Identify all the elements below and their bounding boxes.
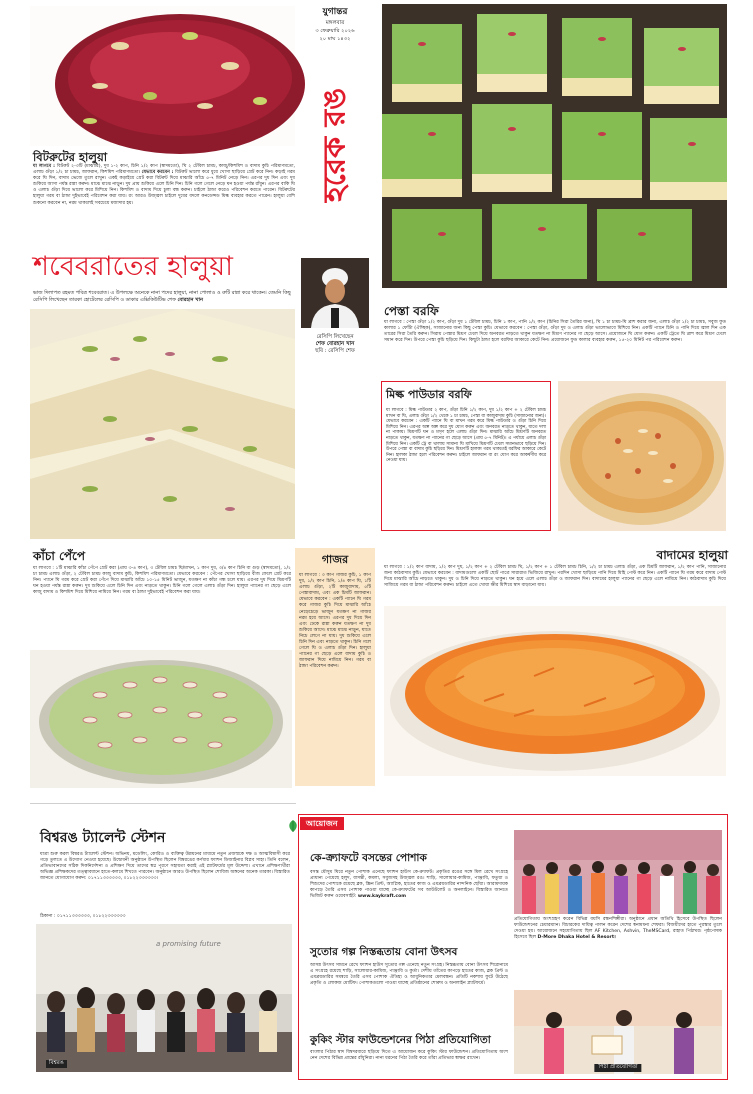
talent-banner-text: a promising future: [156, 940, 221, 948]
feature-intro: [33, 290, 295, 304]
ayojon-pitha-photo: [514, 990, 722, 1074]
beetroot-title: বিটরুটের হালুয়া: [33, 150, 108, 164]
beetroot-method-label: যেভাবে করবেন :: [141, 170, 174, 176]
ayojon-pitha-caption: পিঠা প্রতিযোগিতা: [594, 1064, 641, 1072]
talent-photo-caption: বিশ্বরঙ: [46, 1060, 67, 1068]
ayojon-story2-title: সুতোর গল্প নিস্তব্ধতায় বোনা উৎসব: [310, 946, 458, 958]
talent-title: বিশ্বরঙ ট্যালেন্ট স্টেশন: [40, 830, 166, 846]
section-title: হরেক রঙ: [317, 87, 353, 203]
ayojon-story1-body: [310, 870, 508, 942]
ayojon-group-photo: [514, 830, 722, 914]
almond-text: যা লাগবে : ১/২ কাপ বাদাম, ১/২ কাপ দুধ, ১/২ কাপ + ২ টেবিল চামচ ঘি, ১/২ কাপ + ১ টেবিল চামচ চিনি, ১/২ চা চামচ এলাচ গুঁড়া, এক চিমটি জাফরান, ১/২ কাপ পানি, সাজানোর জন্য কাঠবাদাম কুচি। যেভাবে করবেন : বাদামগুলো একটি ছোট পাত্রে সারারাত ভিজিয়ে রাখুন। পরদিন খোসা ছাড়িয়ে পানি দিয়ে মিহি পেস্ট করে নিন। একটি প্যানে ঘি গরম করে বাদাম পেস্ট দিয়ে মাঝারি আঁচে নাড়তে থাকুন। দুধ ও চিনি দিয়ে নাড়তে থাকুন। ঘন হয়ে এলে এলাচ গুঁড়া ও জাফরান দিন। বাদামের হালুয়া প্যানের গা ছেড়ে এলে নামিয়ে নিন। কাঠবাদাম কুচি দিয়ে সাজিয়ে গরম বা ঠান্ডা পরিবেশন করুন। চাইলে এতে খোয়া ক্ষীর মিশিয়ে স্বাদ বাড়ানো যায়।: [384, 565, 726, 589]
feature-title: শবেবরাতের হালুয়া: [33, 251, 233, 282]
ayojon-story2-text: আসন্ন উৎসব সামনে রেখে ফ্যাশন হাউস সুতোর গল্প এনেছে নতুন সংগ্রহ। নিস্তব্ধতায় বোনা উৎসব শিরোনামে এ সংগ্রহে রয়েছে শাড়ি, সালোয়ার-কামিজ, পাঞ্জাবি ও কুর্তা। দেশীয় তাঁতের কাপড়ে হাতের কাজ, ব্লক প্রিন্ট ও এমব্রয়ডারির সমন্বয়ে তৈরি এসব পোশাক ঐতিহ্য ও আধুনিকতার মেলবন্ধন। প্রতিটি নকশায় ফুটে উঠেছে প্রকৃতি ও লোকজ মোটিফ। পোশাকগুলো পাওয়া যাচ্ছে প্রতিষ্ঠানের শোরুম ও অনলাইন প্ল্যাটফর্মে।: [310, 963, 508, 987]
almond-title: বাদামের হালুয়া: [656, 548, 728, 562]
beetroot-text: [33, 164, 295, 232]
feature-intro-text: ভাজ দিলাপত রহমত পবিত্র শবেবরাত। এ উপলক্ষে অনেকে নানা পদের হালুয়া, নানা পোলাও ও রুটি রান্না করে থাকেন। তেমনি কিছু রেসিপি লিখেছেন তারকা হোটেলের রেসিপি ও ডাকার এক্সিকিউটিভ শেফ: [33, 290, 291, 303]
pesta-text: যা লাগবে : পেস্তা গুঁড়া ১/২ কাপ, গুঁড়া দুধ ১ টেবিল চামচ, চিনি ১ কাপ, পানি ১/২ কাপ (চিনির সিরা তৈরির জন্য), ঘি ১ চা চামচ-ঘি ব্রাশ করার জন্য, এলাচ গুঁড়া ১/২ চা চামচ, সবুজ ফুড কালার ১ ফোঁটা (ঐচ্ছিক), সাজানোর জন্য কিছু পেস্তা কুচি। যেভাবে করবেন : পেস্তা গুঁড়া, গুঁড়া দুধ ও এলাচ গুঁড়া ভালোভাবে মিশিয়ে নিন। একটি প্যানে চিনি ও পানি দিয়ে জ্বাল দিন এক তারের সিরা তৈরি করুন। সিরায় পেস্তার মিশ্রণ ঢেলে দিয়ে অনবরত নাড়তে থাকুন যতক্ষণ না মিশ্রণ প্যানের গা ছেড়ে আসে। প্রয়োজনে ঘি যোগ করুন। একটি ট্রেতে ঘি ব্রাশ করে মিশ্রণ ঢেলে সমান করে দিন। উপরে পেস্তা কুচি ছড়িয়ে দিন। কিছুটা ঠান্ডা হলে বরফির আকারে কেটে নিন। প্রয়োজনে ফুড কালার ব্যবহার করুন, ১৫-২০ মিনিট পর পরিবেশন করুন।: [384, 320, 726, 344]
almond-halwa-photo: [558, 381, 726, 531]
pesta-title: পেস্তা বরফি: [384, 304, 439, 318]
carrot-title: গাজর: [321, 553, 349, 566]
masthead: [306, 4, 364, 42]
date-english: ৩ ফেব্রুয়ারি ২০২৬: [315, 28, 355, 34]
ayojon-badge: আয়োজন: [300, 817, 344, 830]
newspaper-logo: যুগান্তর: [322, 7, 348, 17]
ayojon-story1-title: কে-ক্র্যাফটে বসন্তের পোশাক: [310, 852, 427, 864]
carrot-text: যা লাগবে : ৩ কাপ গাজর কুচি, ১ কাপ দুধ, ১/২ কাপ চিনি, ১/৪ কাপ ঘি, ১টি এলাচ গুঁড়া, ২টি কাজুবাদাম, ৫টি পেস্তাবাদাম, এবং এক চিমটি জাফরান। যেভাবে করবেন : একটি প্যানে ঘি গরম করে গাজর কুচি দিয়ে মাঝারি আঁচে নেড়েচেড়ে ভাজুন যতক্ষণ না গাজর নরম হয়ে আসে। এরপর দুধ দিয়ে দিন এবং ঢেকে রান্না করুন যতক্ষণ না দুধ শুকিয়ে আসে। মাঝে মাঝে নাড়ুন, যাতে নিচে লেগে না যায়। দুধ শুকিয়ে এলে চিনি দিন এবং নাড়তে থাকুন। চিনি গলে গেলে ঘি ও এলাচ গুঁড়া দিন। হালুয়া প্যানের গা ছেড়ে এলে বাদাম কুচি ও জাফরান দিয়ে নামিয়ে নিন। গরম বা ঠান্ডা পরিবেশন করুন।: [299, 573, 371, 670]
talent-address: ঠিকানা : ০১৭১১৩৩৩৩৩৩, ০১৮২২৩৩৩৩৩৩: [40, 914, 126, 919]
ayojon-story1-text: বসন্ত মৌসুম ঘিরে নতুন পোশাক এনেছে ফ্যাশন হাউস কে-ক্র্যাফট। প্রকৃতির রঙের সঙ্গে মিল রেখে সংগ্রহে প্রাধান্য পেয়েছে হলুদ, বাসন্তী, কমলা, সবুজসহ উজ্জ্বল রঙ। শাড়ি, সালোয়ার-কামিজ, পাঞ্জাবি, ফতুয়া ও শিশুদের পোশাকে রয়েছে ব্লক, স্ক্রিন প্রিন্ট, অ্যাপ্লিক, হাতের কাজ ও এমব্রয়ডারির নান্দনিক ছোঁয়া। আরামদায়ক কাপড়ে তৈরি এসব পোশাক পাওয়া যাচ্ছে কে-ক্র্যাফটের সব আউটলেট ও অনলাইনে। বিস্তারিত জানতে ভিজিট করুন ওয়েবসাইট:: [310, 870, 508, 900]
beetroot-ingredients: বিটরুট ২-৩টি (মাঝারি), দুধ ১-২ কাপ, চিনি ১/২ কাপ (স্বাদমতো), ঘি ২ টেবিল চামচ, কাজু/কিশমিশ ও বাদাম কুচি পরিমাণমতো, এলাচ গুঁড়া ১/২ চা চামচ, জাফরান, কিশমিশ পরিমাণমতো।: [33, 164, 296, 176]
papaya-halwa-photo: [30, 650, 292, 788]
ayojon-story3-text: বাংলার পিঠার স্বাদ বিশ্বদরবারে ছড়িয়ে দিতে এ আয়োজন করে কুকিং স্টার ফাউন্ডেশন। প্রতিযোগিতায় অংশ নেন দেশের বিভিন্ন প্রান্তের রাঁধুনিরা। নানা ধরনের পিঠা তৈরি করে তাঁরা প্রতিভার স্বাক্ষর রাখেন।: [310, 1050, 508, 1062]
chef-photo: [301, 258, 369, 328]
chef-photo-label: ছবি : রেসিপি শেফ: [315, 348, 355, 354]
leaf-icon: [287, 818, 299, 832]
ayojon-right-sponsor: D-More Dhaka Hotel & Resort।: [537, 935, 616, 941]
beetroot-ingredients-label: যা লাগবে :: [33, 164, 55, 169]
beetroot-method: বিটরুট ভালো করে ধুয়ে খোসা ছাড়িয়ে গ্রেট করে নিন। কড়াই গরম করে ঘি দিন, বাদাম ভেজে তুলে রাখুন। একই কড়াইয়ে গ্রেট করা বিটরুট দিয়ে মাঝারি আঁচে ৫-৭ মিনিট নেড়ে নিন। এরপর দুধ দিন এবং দুধ শুকিয়ে আসা পর্যন্ত রান্না করুন। মাঝে মাঝে নাড়ুন। দুধ প্রায় শুকিয়ে এলে চিনি দিন। চিনি গলে গেলে নেড়ে ঘন হওয়া পর্যন্ত রাঁধুন। এরপর বাকি ঘি ও এলাচ গুঁড়া দিয়ে ভালো করে মিশিয়ে নিন। কিশমিশ ও বাদাম দিয়ে চুলা বন্ধ করুন। চাইলে ঠান্ডা করেও পরিবেশন করতে পারেন। বিটরুটের হালুয়া গরম বা ঠান্ডা দুইভাবেই পরিবেশন করা যায়। রং আরও উজ্জ্বল চাইলে দুধের বদলে কনডেন্সড মিল্ক ব্যবহার করতে পারেন। হালুয়া বেশি শুকনো করবেন না, নরম থাকলেই সবচেয়ে মজাদার হয়।: [33, 170, 295, 206]
chef-caption-block: [300, 334, 370, 355]
milk-powder-title: মিল্ক পাউডার বরফি: [386, 388, 472, 401]
milk-burfi-photo: [30, 309, 295, 539]
papaya-text: যা লাগবে : ১টি মাঝারি কাঁচা পেঁপে গ্রেট করা (প্রায় ৩-৪ কাপ), ৩ টেবিল চামচ ঘি/মাখন, ১ কাপ দুধ, ৩/৪ কাপ চিনি বা গুড় (স্বাদমতো), ১/২ চা চামচ এলাচ গুঁড়া, ২ টেবিল চামচ কাজু বাদাম কুচি, কিশমিশ পরিমাণমতো। যেভাবে করবেন : পেঁপের খোসা ছাড়িয়ে বীজ ফেলে গ্রেট করে নিন। প্যানে ঘি গরম করে গ্রেট করা পেঁপে দিয়ে মাঝারি আঁচে ১০-১৫ মিনিট ভাজুন, যতক্ষণ না কাঁচা গন্ধ চলে যায়। এরপর দুধ দিয়ে মিশ্রণটি ঘন হওয়া পর্যন্ত রান্না করুন। দুধ শুকিয়ে এলে চিনি দিন এবং নাড়তে থাকুন। চিনি গলে গেলে এলাচ গুঁড়া দিন। হালুয়া প্যানের গা ছেড়ে এলে কাজু বাদাম ও কিশমিশ দিয়ে মিশিয়ে নামিয়ে নিন। গরম বা ঠান্ডা দুইভাবেই পরিবেশন করা যায়।: [33, 566, 291, 596]
papaya-title: কাঁচা পেঁপে: [33, 549, 85, 563]
pesta-burfi-photo: [382, 4, 727, 288]
ayojon-story3-title: কুকিং স্টার ফাউন্ডেশনের পিঠা প্রতিযোগিতা: [310, 1034, 491, 1046]
talent-text: যাত্রা শুরু করল বিশ্বরঙ ট্যালেন্ট স্টেশন। অভিনয়, মডেলিং, কোরিও ও ব্যক্তিত্ব উন্নয়নের মাধ্যমে নতুন প্রজন্মকে দক্ষ ও আত্মবিশ্বাসী করে গড়ে তুলতে এ উদ্যোগ নেওয়া হয়েছে। উদ্বোধনী অনুষ্ঠানে উপস্থিত ছিলেন বিশ্বরঙের কর্ণধার ফ্যাশন ডিজাইনার বিপ্লব সাহা। তিনি বলেন, প্রতিভাবানদের সঠিক দিকনির্দেশনা ও প্রশিক্ষণ দিয়ে তাদের স্বপ্ন পূরণে সহায়তা করাই এই প্ল্যাটফর্মের মূল উদ্দেশ্য। এখানে প্রশিক্ষণার্থীরা অভিজ্ঞ প্রশিক্ষকদের তত্ত্বাবধানে হাতে-কলমে শিখতে পারবেন। অনুষ্ঠানে আরও উপস্থিত ছিলেন শোবিজ অঙ্গনের অনেক তারকা। বিস্তারিত জানতে যোগাযোগ করুন: ০১৭১১৩৩৩৩৩৩, ০১৮২২৩৩৩৩৩৩।: [40, 852, 290, 882]
milk-powder-box: [381, 381, 551, 531]
section-title-wrap: [300, 36, 372, 254]
carrot-halwa-photo: [384, 606, 726, 776]
date-bangla: ২০ মাঘ ১৪৩২: [319, 36, 351, 42]
ayojon-story1-link: www.kaykraft.com: [357, 894, 407, 900]
weekday: মঙ্গলবার: [325, 20, 345, 26]
talent-photo: [36, 924, 292, 1072]
milk-powder-text: যা লাগবে : মিল্ক পাউডার ২ কাপ, গুঁড়া চিনি ১/২ কাপ, দুধ ১/২ কাপ + ২ টেবিল চামচ মাখন বা ঘি, এলাচ গুঁড়া ১/২ থেকে ১ চা চামচ, পেস্তা বা কাজুবাদাম কুচি (সাজানোর জন্য)। যেভাবে করবেন : একটি প্যানে ঘি বা মাখন গরম করে মিল্ক পাউডার ও গুঁড়া চিনি দিয়ে মিশিয়ে নিন। এরপর অল্প অল্প করে দুধ যোগ করুন এবং অনবরত নাড়তে থাকুন, যাতে দলা না পাকায়। মিশ্রণটি ঘন ও মসৃণ হলে এলাচ গুঁড়া দিন। মাঝারি আঁচে মিশ্রণটি অনবরত নাড়তে থাকুন, যতক্ষণ না প্যানের গা ছেড়ে আসে (প্রায় ৫-৭ মিনিট)। এ পর্যায়ে এলাচ গুঁড়া মিশিয়ে নিন। একটি ট্রে বা থালায় সামান্য ঘি মাখিয়ে মিশ্রণটি ঢেলে সমানভাবে ছড়িয়ে দিন। উপরে পেস্তা বা বাদাম কুচি ছড়িয়ে দিন। মিশ্রণটি হালকা গরম থাকতেই বরফির আকারে কেটে নিন। হালকা ঠান্ডা হলে পরিবেশন করুন। চাইলে জাফরান বা রং যোগ করে আকর্ষণীয় করে নেওয়া যায়।: [386, 408, 546, 464]
feature-intro-chef: বোরহান খান: [177, 296, 203, 303]
carrot-box: [295, 548, 375, 786]
chef-recipe-label: রেসিপি লিখেছেন: [316, 334, 354, 340]
chef-name: শেফ বোরহান খান: [315, 341, 355, 347]
beetroot-halwa-photo: [30, 6, 295, 146]
ayojon-right-text: প্রতিযোগিতায় অংশগ্রহণ করেন বিভিন্ন বয়সি রন্ধনশিল্পীরা। অনুষ্ঠানে প্রধান অতিথি হিসেবে উপস্থিত ছিলেন ফাউন্ডেশনের চেয়ারম্যান। বিচারকের দায়িত্ব পালন করেন দেশের স্বনামধন্য শেফরা। বিজয়ীদের হাতে পুরস্কার তুলে দেওয়া হয়। আয়োজনে সহযোগিতায় ছিল AF Kitchen, Ashvin, TheMSCard, রাহাত পিঠাঘর। পৃষ্ঠপোষক হিসেবে ছিল: [514, 917, 722, 941]
ayojon-right-body: [514, 917, 722, 983]
bottom-divider: [30, 803, 296, 804]
